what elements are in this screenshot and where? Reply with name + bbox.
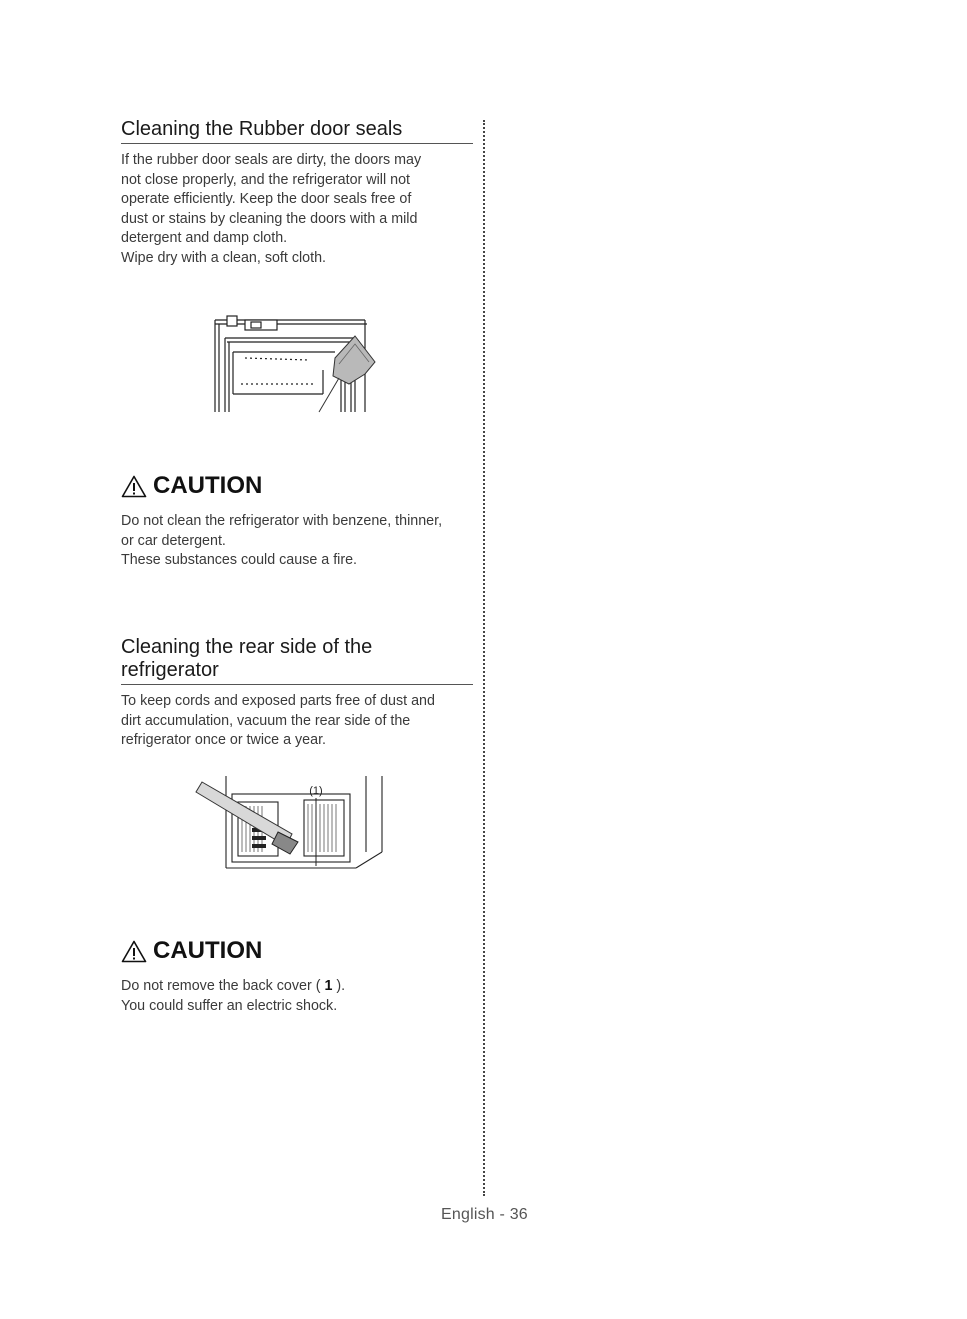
callout-label: (1) [309, 785, 323, 797]
section-title-line: Cleaning the rear side of the [121, 636, 373, 658]
caution-label: CAUTION [153, 937, 263, 964]
door-seal-illustration [205, 308, 385, 418]
caution-line: You could suffer an electric shock. [121, 997, 338, 1014]
body-line: not close properly, and the refrigerator will not [121, 171, 410, 188]
section-body [121, 692, 473, 751]
warning-triangle-icon [121, 475, 147, 498]
body-line: If the rubber door seals are dirty, the doors may [121, 152, 422, 168]
section-rear-side [121, 636, 473, 751]
column-divider [483, 120, 485, 1196]
body-line: dust or stains by cleaning the doors with a mild [121, 210, 418, 227]
caution-heading [121, 472, 262, 500]
body-line: refrigerator once or twice a year. [121, 732, 327, 748]
section-title-line: refrigerator [121, 659, 219, 681]
rear-vacuum-illustration [190, 770, 390, 874]
page-number: English - 36 [441, 1206, 528, 1223]
body-line: operate efficiently. Keep the door seals free of [121, 191, 412, 207]
caution-body [121, 512, 473, 571]
body-line: To keep cords and exposed parts free of dust and [121, 693, 435, 709]
section-title [121, 636, 473, 685]
caution-line: These substances could cause a fire. [121, 552, 358, 568]
body-line: Wipe dry with a clean, soft cloth. [121, 249, 327, 266]
body-line: dirt accumulation, vacuum the rear side of the [121, 712, 411, 729]
caution-label: CAUTION [153, 472, 263, 499]
caution-line: or car detergent. [121, 532, 226, 549]
caution-line: Do not clean the refrigerator with benzene, thinner, [121, 513, 443, 529]
section-body [121, 151, 473, 268]
body-line: detergent and damp cloth. [121, 230, 288, 246]
caution-body [121, 977, 473, 1016]
section-rubber-seals [121, 118, 473, 268]
caution-line: Do not remove the back cover ( 1 ). [121, 978, 346, 994]
warning-triangle-icon [121, 940, 147, 963]
section-title: Cleaning the Rubber door seals [121, 118, 473, 144]
caution-heading [121, 937, 262, 965]
